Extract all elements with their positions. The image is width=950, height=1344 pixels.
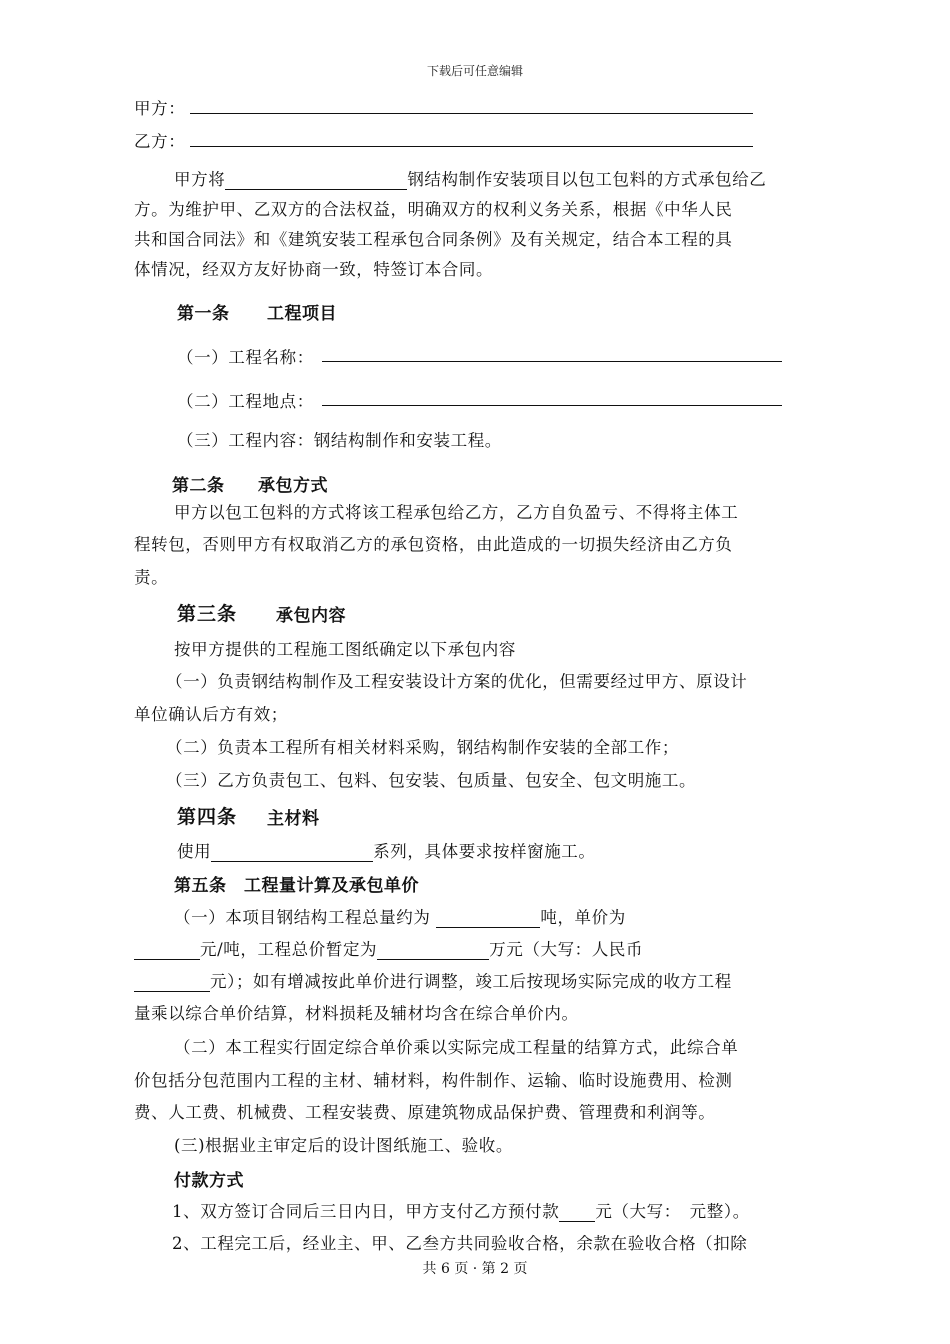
article-5-p1-line-1: [174, 904, 626, 928]
project-content: （三）工程内容：钢结构制作和安装工程。: [177, 431, 502, 450]
article-4-number: 第四条: [177, 806, 238, 828]
article-5-p1-b: 吨，单价为: [540, 908, 626, 927]
header-note: 下载后可任意编辑: [426, 64, 523, 78]
article-5-p2-line-2: 价包括分包范围内工程的主材、辅材料，构件制作、运输、临时设施费用、检测: [134, 1071, 733, 1090]
payment-item-1-pre: 1、双方签订合同后三日内日，甲方支付乙方预付款: [172, 1202, 560, 1221]
article-5-p1-line-4: 量乘以综合单价结算，材料损耗及辅材均含在综合单价内。: [134, 1004, 579, 1023]
article-5-p1-e: 元）；如有增减按此单价进行调整，竣工后按现场实际完成的收方工程: [210, 972, 732, 991]
advance-payment-blank: [559, 1203, 595, 1222]
article-5-p1-line-3: [134, 968, 732, 992]
article-3-item-2: （二）负责本工程所有相关材料采购，钢结构制作安装的全部工作；: [166, 738, 679, 757]
payment-item-1: [172, 1198, 750, 1222]
party-a-underline: [190, 113, 753, 114]
article-5-p1-c: 元/吨，工程总价暂定为: [200, 940, 378, 959]
payment-title: 付款方式: [174, 1171, 244, 1191]
article-3-item-3: （三）乙方负责包工、包料、包安装、包质量、包安全、包文明施工。: [166, 771, 697, 790]
total-price-blank: [377, 941, 489, 960]
unit-price-blank: [134, 941, 200, 960]
article-5-p1-line-2: [134, 936, 643, 960]
article-4-line-post: 系列，具体要求按样窗施工。: [373, 842, 596, 861]
article-2-number: 第二条: [172, 476, 225, 496]
party-b-label: 乙方：: [134, 132, 186, 151]
article-2-line-2: 程转包，否则甲方有权取消乙方的承包资格，由此造成的一切损失经济由乙方负: [134, 535, 733, 554]
article-4-line-pre: 使用: [177, 842, 212, 861]
article-5-p1-d: 万元（大写：人民币: [489, 940, 644, 959]
intro-line-1: [174, 166, 766, 190]
article-1-title: 工程项目: [267, 304, 337, 324]
intro-line-3: 共和国合同法》和《建筑安装工程承包合同条例》及有关规定，结合本工程的具: [134, 230, 733, 249]
article-4-title: 主材料: [267, 809, 320, 829]
article-5-p2-line-1: （二）本工程实行固定综合单价乘以实际完成工程量的结算方式，此综合单: [174, 1038, 739, 1057]
intro-line-4: 体情况，经双方友好协商一致，特签订本合同。: [134, 260, 494, 279]
article-4-line: [177, 838, 596, 862]
project-location-underline: [322, 405, 782, 406]
article-3-intro: 按甲方提供的工程施工图纸确定以下承包内容: [174, 640, 516, 659]
article-5-p2-line-3: 费、人工费、机械费、工程安装费、原建筑物成品保护费、管理费和利润等。: [134, 1103, 716, 1122]
article-2-title: 承包方式: [258, 476, 328, 496]
payment-item-1-post: 元（大写： 元整）。: [595, 1202, 750, 1221]
party-b-underline: [190, 146, 753, 147]
intro-pre: 甲方将: [174, 170, 226, 189]
article-3-item-1-line-2: 单位确认后方有效；: [134, 705, 288, 724]
article-5-heading: 第五条 工程量计算及承包单价: [174, 876, 419, 896]
intro-line-2: 方。为维护甲、乙双方的合法权益，明确双方的权利义务关系，根据《中华人民: [134, 200, 733, 219]
article-3-number: 第三条: [177, 603, 238, 625]
article-3-title: 承包内容: [276, 606, 346, 626]
page-footer: 共 6 页 · 第 2 页: [422, 1261, 528, 1277]
tonnage-blank: [436, 909, 540, 928]
amount-in-words-blank: [134, 973, 210, 992]
material-series-blank: [211, 843, 373, 862]
article-2-line-1: 甲方以包工包料的方式将该工程承包给乙方，乙方自负盈亏、不得将主体工: [174, 503, 739, 522]
intro-post: 钢结构制作安装项目以包工包料的方式承包给乙: [407, 170, 767, 189]
payment-item-2: 2、工程完工后，经业主、甲、乙叁方共同验收合格，余款在验收合格（扣除: [172, 1234, 748, 1253]
article-5-p3: (三)根据业主审定后的设计图纸施工、验收。: [174, 1136, 513, 1155]
project-name-blank: [225, 171, 407, 190]
project-location-label: （二）工程地点：: [177, 392, 314, 411]
project-name-underline: [322, 361, 782, 362]
article-5-p1-a: （一）本项目钢结构工程总量约为: [174, 908, 431, 927]
article-3-item-1-line-1: （一）负责钢结构制作及工程安装设计方案的优化，但需要经过甲方、原设计: [166, 672, 748, 691]
article-2-line-3: 责。: [134, 568, 169, 587]
article-1-number: 第一条: [177, 304, 230, 324]
party-a-label: 甲方：: [134, 99, 186, 118]
project-name-label: （一）工程名称：: [177, 348, 314, 367]
